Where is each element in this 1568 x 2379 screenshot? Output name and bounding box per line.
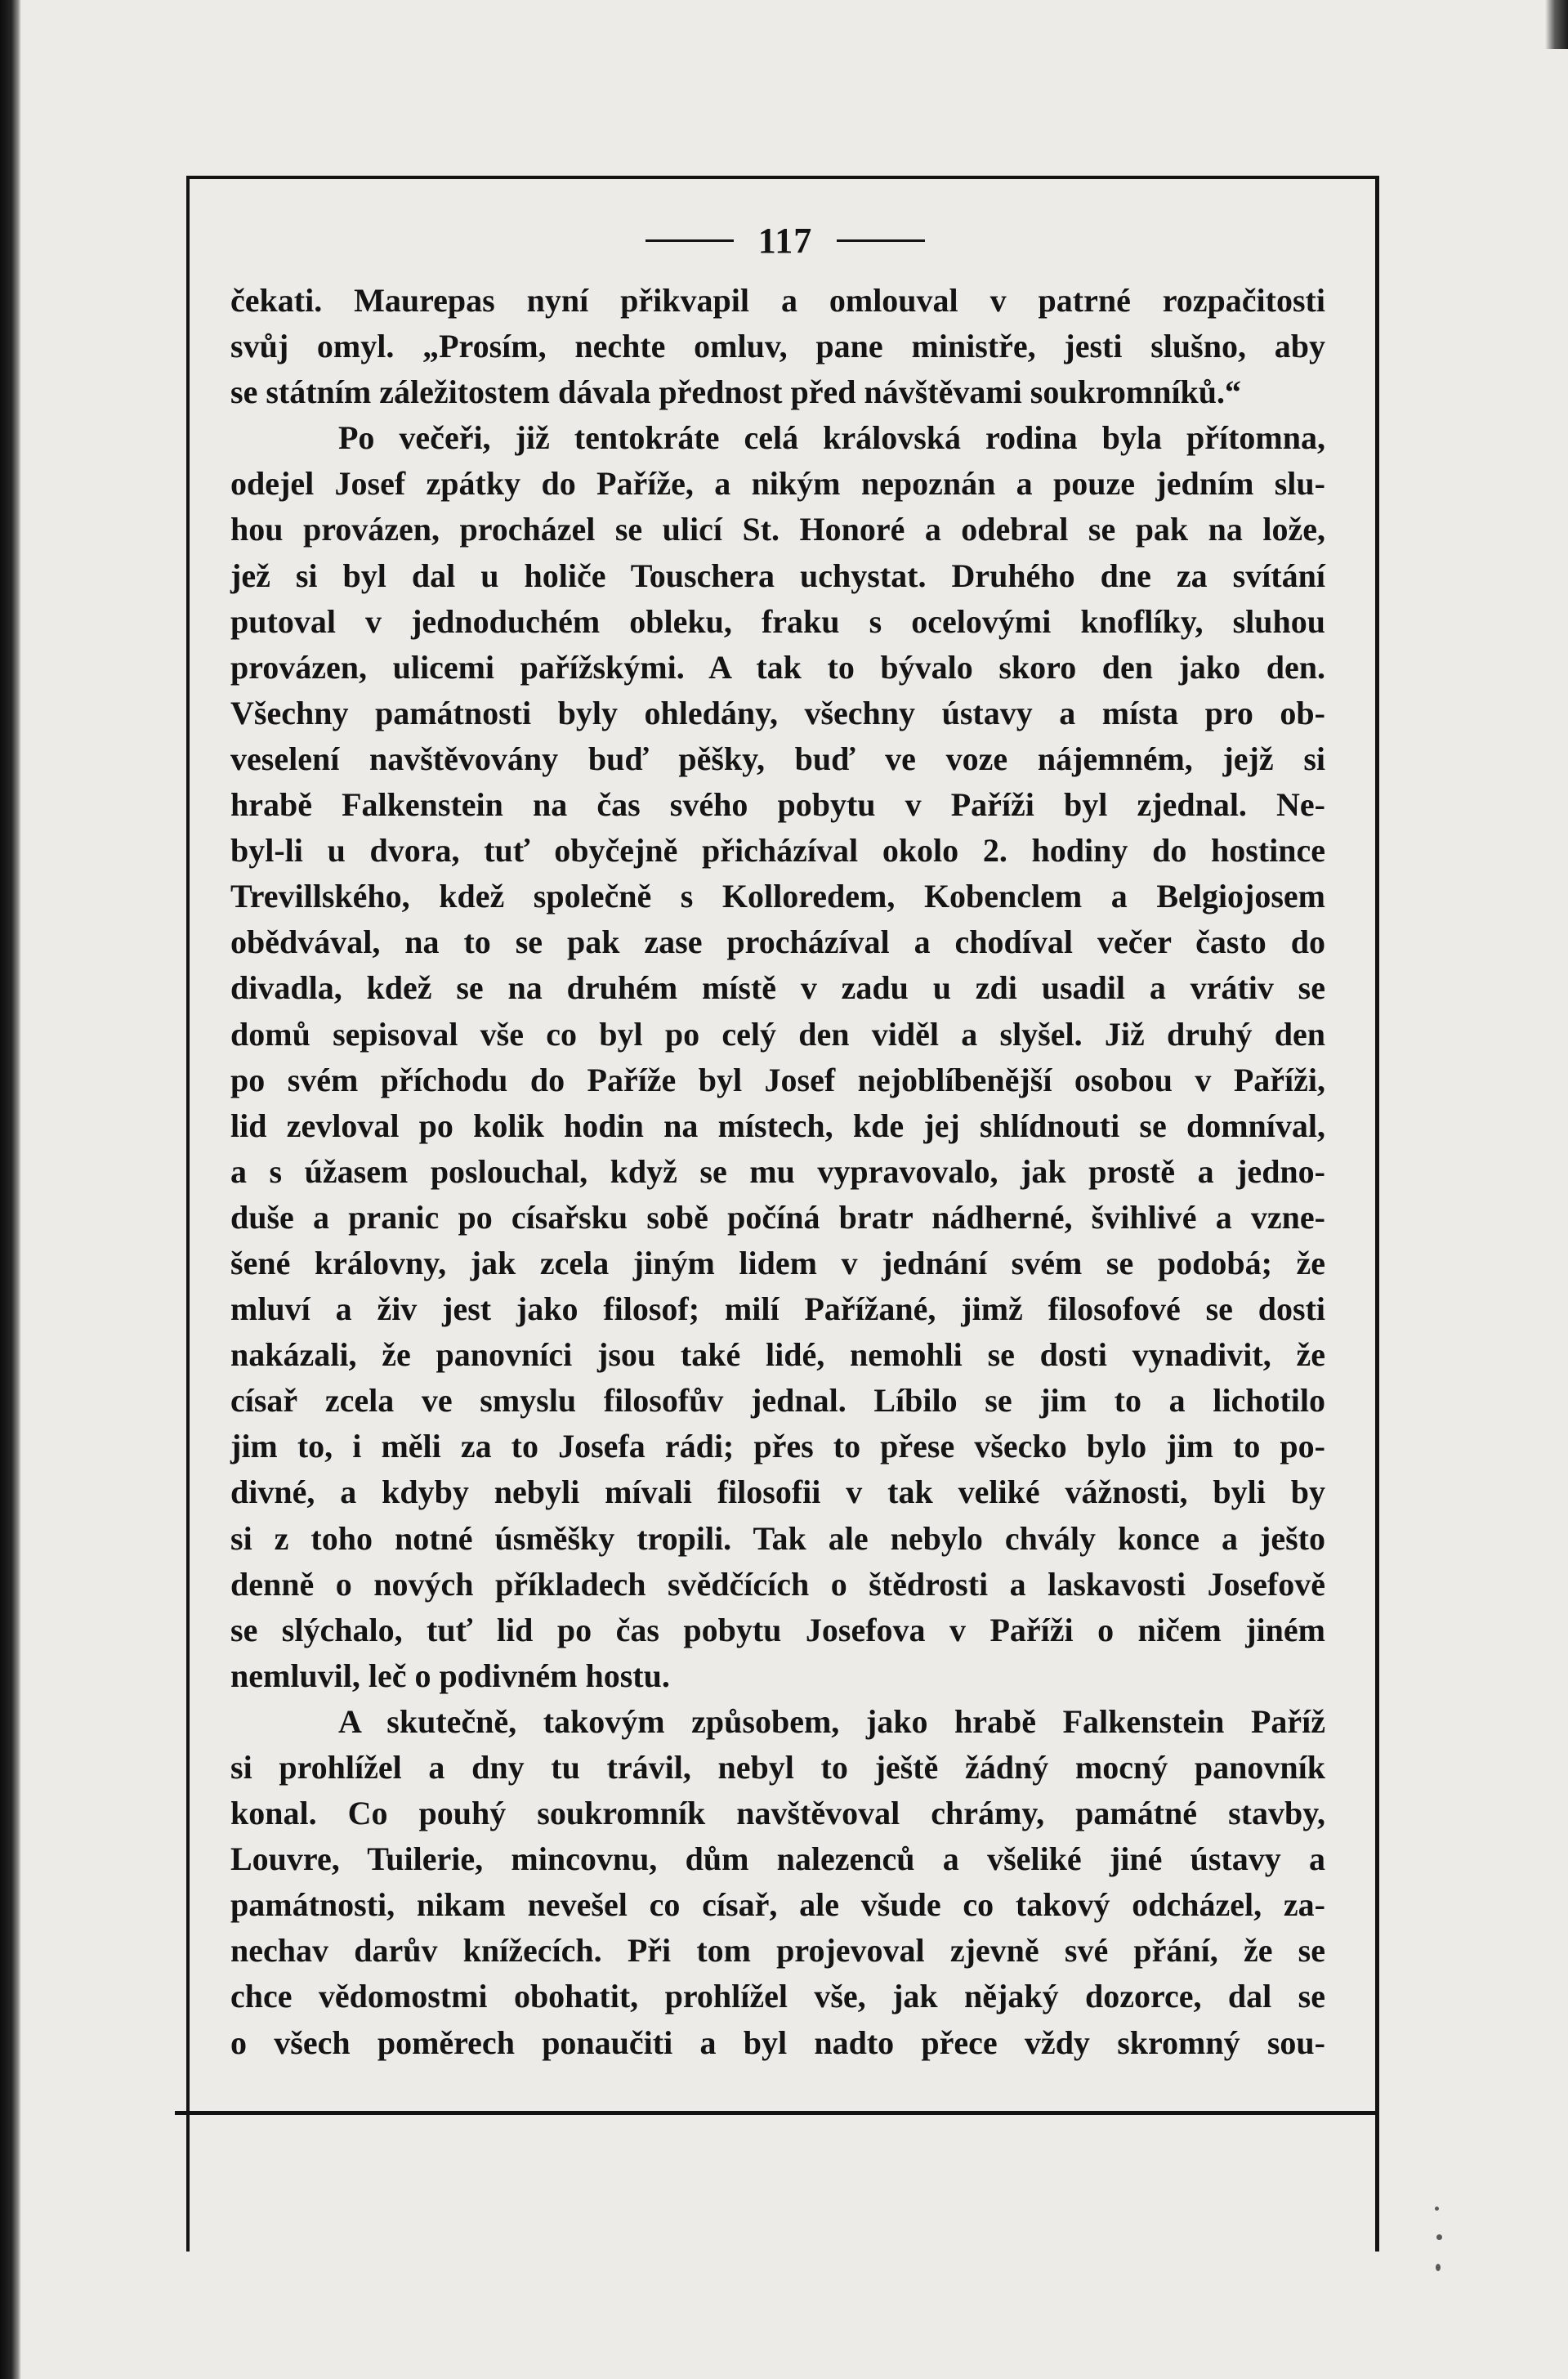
text-line: památnosti, nikam nevešel co císař, ale všude co takový odcházel, za- [230, 1886, 1325, 1924]
scan-corner-shadow [1545, 0, 1568, 49]
text-line: nechav darův knížecích. Při tom projevoval zjevně své přání, že se [230, 1932, 1325, 1970]
text-line: chce vědomostmi obohatit, prohlížel vše, jak nějaký dozorce, dal se [230, 1978, 1325, 2015]
text-line: putoval v jednoduchém obleku, fraku s ocelovými knoflíky, sluhou [230, 602, 1325, 640]
paragraph-start-line: A skutečně, takovým způsobem, jako hrabě Falkenstein Paříž [338, 1702, 1325, 1740]
text-line: čekati. Maurepas nyní přikvapil a omlouval v patrné rozpačitosti [230, 282, 1325, 319]
text-line: domů sepisoval vše co byl po celý den viděl a slyšel. Již druhý den [230, 1015, 1325, 1053]
text-line: lid zevloval po kolik hodin na místech, kde jej shlídnouti se domníval, [230, 1107, 1325, 1144]
text-line: divné, a kdyby nebyli mívali filosofii v tak veliké vážnosti, byli by [230, 1473, 1325, 1511]
text-line: po svém příchodu do Paříže byl Josef nejoblíbenější osobou v Paříži, [230, 1061, 1325, 1098]
scan-speck [1435, 2207, 1439, 2211]
text-line: nakázali, že panovníci jsou také lidé, nemohli se dosti vynadivit, že [230, 1336, 1325, 1374]
text-line: nemluvil, leč o podivném hostu. [230, 1657, 670, 1694]
text-line: si prohlížel a dny tu trávil, nebyl to ještě žádný mocný panovník [230, 1749, 1325, 1786]
scan-specks [1432, 2207, 1448, 2305]
text-line: provázen, ulicemi pařížskými. A tak to bývalo skoro den jako den. [230, 648, 1325, 686]
body-text [230, 278, 1325, 2066]
page-frame-bottom-rule [175, 2111, 1379, 2115]
text-line: konal. Co pouhý soukromník navštěvoval chrámy, památné stavby, [230, 1795, 1325, 1832]
text-line: obědvával, na to se pak zase procházíval a chodíval večer často do [230, 923, 1325, 961]
text-line: svůj omyl. „Prosím, nechte omluv, pane ministře, jesti slušno, aby [230, 328, 1325, 365]
text-line: Všechny památnosti byly ohledány, všechny ústavy a místa pro ob- [230, 694, 1325, 731]
scan-speck [1436, 2264, 1441, 2271]
text-line: byl-li u dvora, tuť obyčejně přicházíval okolo 2. hodiny do hostince [230, 832, 1325, 870]
text-line: duše a pranic po císařsku sobě počíná bratr nádherné, švihlivé a vzne- [230, 1198, 1325, 1236]
text-line: mluví a živ jest jako filosof; milí Pařížané, jimž filosofové se dosti [230, 1290, 1325, 1328]
page-header [634, 219, 936, 262]
text-line: veselení navštěvovány buď pěšky, buď ve voze nájemném, jejž si [230, 740, 1325, 777]
text-line: Louvre, Tuilerie, mincovnu, dům nalezenců a všeliké jiné ústavy a [230, 1840, 1325, 1878]
header-rule-left [646, 239, 734, 242]
text-line: jež si byl dal u holiče Touschera uchystat. Druhého dne za svítání [230, 557, 1325, 594]
text-line: denně o nových příkladech svědčících o štědrosti a laskavosti Josefově [230, 1565, 1325, 1603]
text-line: císař zcela ve smyslu filosofův jednal. Líbilo se jim to a lichotilo [230, 1382, 1325, 1420]
text-line: si z toho notné úsměšky tropili. Tak ale nebylo chvály konce a ještо [230, 1519, 1325, 1557]
scan-left-edge [0, 0, 21, 2379]
scan-speck [1436, 2234, 1442, 2240]
text-line: šené královny, jak zcela jiným lidem v jednání svém se podobá; že [230, 1244, 1325, 1281]
text-line: hou provázen, procházel se ulicí St. Honoré a odebral se pak na lože, [230, 511, 1325, 548]
page-number: 117 [757, 220, 813, 261]
paragraph-start-line: Po večeři, již tentokráte celá královská rodina byla přítomna, [338, 419, 1325, 457]
text-line: o všech poměrech ponaučiti a byl nadto přece vždy skromný sou- [230, 2023, 1325, 2061]
header-rule-right [837, 239, 925, 242]
text-line: jim to, i měli za to Josefa rádi; přes to přese všecko bylo jim to po- [230, 1428, 1325, 1465]
text-line: hrabě Falkenstein na čas svého pobytu v Paříži byl zjednal. Ne- [230, 786, 1325, 824]
text-line: Trevillského, kdež společně s Kolloredem, Kobenclem a Belgiojosem [230, 878, 1325, 915]
text-line: odejel Josef zpátky do Paříže, a nikým nepoznán a pouze jedním slu- [230, 465, 1325, 503]
text-line: se státním záležitostem dávala přednost před návštěvami soukromníků.“ [230, 373, 1242, 411]
text-line: a s úžasem poslouchal, když se mu vypravovalo, jak prostě a jedno- [230, 1152, 1325, 1190]
text-line: se slýchalo, tuť lid po čas pobytu Josefova v Paříži o ničem jiném [230, 1611, 1325, 1648]
text-line: divadla, kdež se na druhém místě v zadu u zdi usadil a vrátiv se [230, 969, 1325, 1007]
